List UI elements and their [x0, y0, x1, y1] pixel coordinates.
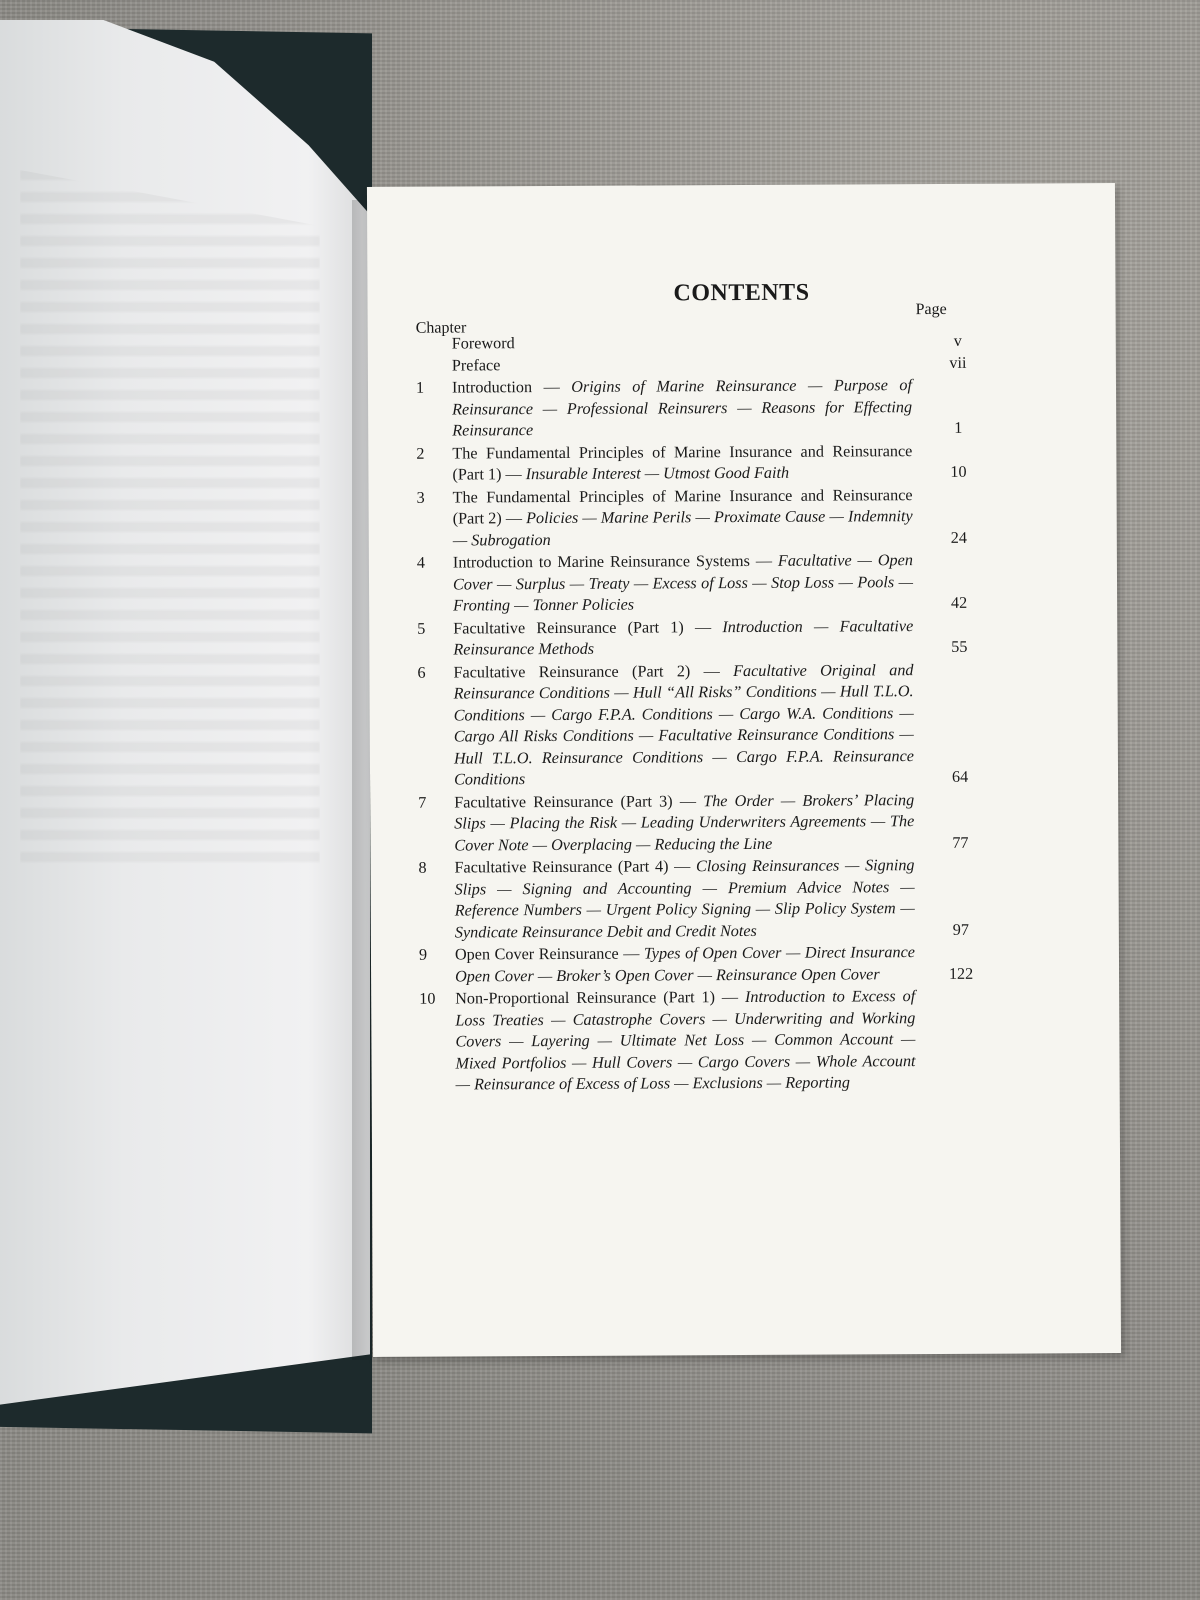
- chapter-topics: Insurable Interest — Utmost Good Faith: [525, 463, 790, 484]
- chapter-title: Facultative Reinsurance (Part 4) —: [454, 857, 697, 877]
- toc-entry: [416, 331, 976, 355]
- page-number: vii: [949, 353, 967, 372]
- chapter-number: 5: [417, 619, 426, 638]
- chapter-topics: Facultative Original and Reinsurance Conditions — Hull “All Risks” Conditions — Hull T.L.O. Conditions — Cargo F.P.A. Conditions — Cargo W.A. Conditions — Cargo All Risks Conditions — Facultative Reinsurance Conditions — Hull T.L.O. Reinsurance Conditions — Cargo F.P.A. Reinsurance Conditions: [453, 660, 914, 789]
- toc-entry: [418, 789, 978, 856]
- chapter-number: 4: [416, 553, 426, 572]
- chapter-title: Facultative Reinsurance (Part 3) —: [454, 791, 704, 812]
- chapter-title: Introduction to Marine Reinsurance Systems —: [452, 551, 778, 572]
- chapter-title: Non-Proportional Reinsurance (Part 1) —: [455, 987, 746, 1008]
- contents-page: [367, 183, 1121, 1357]
- chapter-title: Introduction —: [451, 377, 572, 397]
- page-number: 10: [950, 462, 967, 481]
- page-number: 77: [952, 833, 969, 852]
- chapter-column-header: Chapter: [415, 319, 467, 337]
- toc-entry: [416, 352, 976, 376]
- chapter-number: 7: [418, 793, 427, 812]
- chapter-topics: Origins of Marine Reinsurance — Purpose of Reinsurance — Professional Reinsurers — Reasons for Effecting Reinsurance: [452, 376, 913, 440]
- toc-entry: [417, 659, 978, 791]
- chapter-number: 1: [415, 378, 425, 397]
- toc-entry: [416, 375, 976, 442]
- chapter-number: 9: [418, 945, 428, 964]
- page-number: 97: [952, 920, 969, 939]
- toc-list: [416, 331, 980, 1096]
- chapter-topics: Types of Open Cover — Direct Insurance Open Cover — Broker’s Open Cover — Reinsurance Open Cover: [455, 943, 915, 986]
- chapter-number: 10: [419, 989, 436, 1008]
- chapter-title: Facultative Reinsurance (Part 1) —: [453, 617, 723, 638]
- toc-entry: [419, 942, 979, 988]
- chapter-topics: Facultative — Open Cover — Surplus — Treaty — Excess of Loss — Stop Loss — Pools — Fronting — Tonner Policies: [452, 551, 914, 615]
- toc-entry: [416, 440, 976, 486]
- chapter-title: The Fundamental Principles of Marine Insurance and Reinsurance (Part 2) —: [452, 485, 913, 528]
- chapter-topics: Policies — Marine Perils — Proximate Cause — Indemnity — Subrogation: [452, 507, 913, 550]
- chapter-topics: Introduction — Facultative Reinsurance Methods: [453, 616, 914, 659]
- page-number: v: [953, 331, 962, 350]
- chapter-title: Preface: [451, 355, 501, 375]
- chapter-title: Foreword: [451, 334, 515, 353]
- chapter-topics: Closing Reinsurances — Signing Slips — Signing and Accounting — Premium Advice Notes — Reference Numbers — Urgent Policy Signing — Slip Policy System — Syndicate Reinsurance Debit and Credit Notes: [454, 856, 915, 942]
- left-page-show-through-text: [20, 170, 320, 870]
- chapter-topics: Introduction to Excess of Loss Treaties — Catastrophe Covers — Underwriting and Working Covers — Layering — Ultimate Net Loss — Common Account — Mixed Portfolios — Hull Covers — Cargo Covers — Whole Account — Reinsurance of Excess of Loss — Exclusions — Reporting: [455, 987, 916, 1094]
- contents-title: CONTENTS: [673, 279, 810, 307]
- toc-entry: [419, 986, 980, 1096]
- toc-entry: [417, 484, 977, 551]
- toc-entry: [417, 615, 977, 661]
- page-number: 64: [951, 767, 969, 786]
- toc-entry: [417, 550, 977, 617]
- page-column-header: Page: [915, 300, 947, 319]
- page-number: 24: [950, 528, 967, 547]
- chapter-number: 3: [416, 488, 425, 507]
- chapter-number: 2: [416, 444, 425, 463]
- page-number: 42: [950, 593, 968, 612]
- left-page: [0, 20, 370, 1410]
- page-number: 55: [951, 637, 968, 656]
- chapter-number: 8: [418, 858, 427, 877]
- page-number: 122: [948, 964, 974, 983]
- chapter-number: 6: [417, 663, 426, 682]
- chapter-title: The Fundamental Principles of Marine Insurance and Reinsurance (Part 1) —: [452, 441, 913, 484]
- chapter-topics: The Order — Brokers’ Placing Slips — Placing the Risk — Leading Underwriters Agreements — The Cover Note — Overplacing — Reducing the Line: [454, 790, 915, 855]
- page-number: 1: [954, 418, 963, 437]
- chapter-title: Open Cover Reinsurance —: [454, 944, 645, 964]
- chapter-title: Facultative Reinsurance (Part 2) —: [453, 661, 734, 682]
- toc-entry: [418, 855, 978, 944]
